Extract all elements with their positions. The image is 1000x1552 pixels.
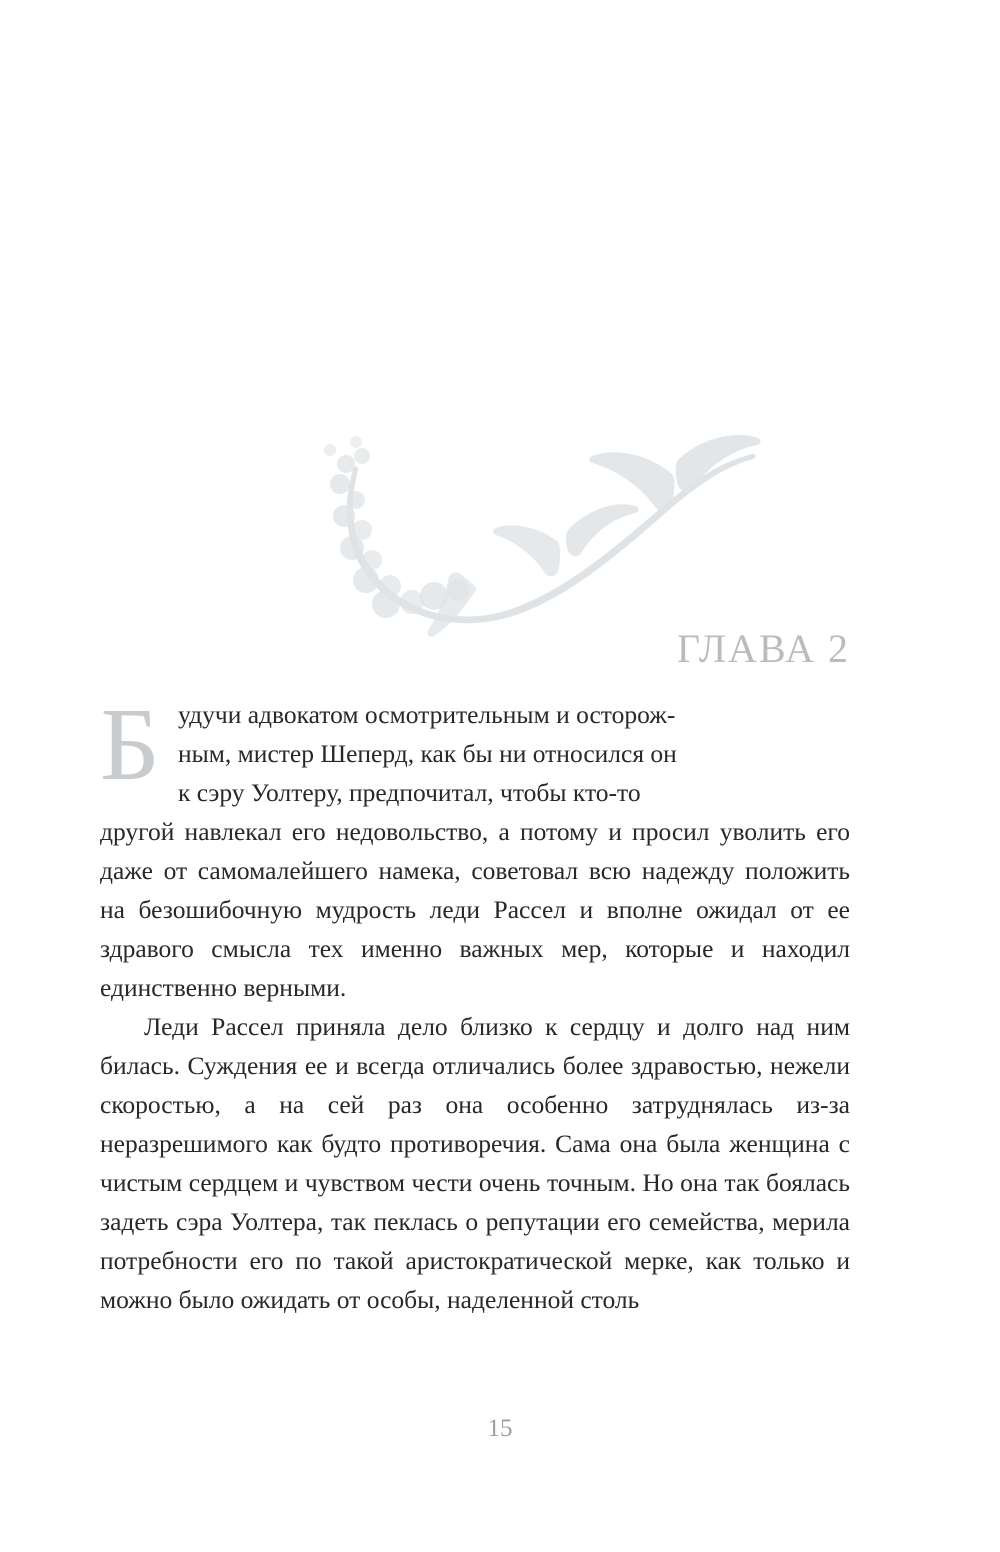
paragraph-first-line-2: ным, мистер Шеперд, как бы ни относился он [178,739,677,768]
page-number: 15 [487,1415,513,1442]
paragraph-second: Леди Рассел приняла дело близко к сердцу и долго над ним билась. Суждения ее и всегда отличались более здравостью, нежели скоростью, а на сей раз она особенно затруднялась из-за неразрешимого как будто противоречия. Сама она была женщина с чистым сердцем и чувством чести очень точным. Но она так боялась задеть сэра Уолтера, так пеклась о репутации его семейства, мерила потребности его по такой аристократической мерке, как только и можно было ожидать от особы, наделенной столь [100,1012,850,1314]
paragraph-first-rest: другой навлекал его недовольство, а потому и просил уволить его даже от самомалейшего намека, советовал всю надежду положить на безошибочную мудрость леди Рассел и вполне ожидал от ее здравого смысла тех именно важных мер, которые и находил единственно верными. [100,817,850,1002]
paragraph-first [100,687,850,1007]
chapter-heading: ГЛАВА 2 [676,626,850,671]
paragraph-first-line-1: удучи адвокатом осмотрительным и осторож- [178,700,676,729]
botanical-sprig-ornament [300,430,770,650]
paragraph-first-lead [178,695,850,812]
body-text [100,687,850,1319]
drop-cap: Б [100,687,160,802]
paragraph-first-line-3: к сэру Уолтеру, предпочитал, чтобы кто-то [178,778,641,807]
